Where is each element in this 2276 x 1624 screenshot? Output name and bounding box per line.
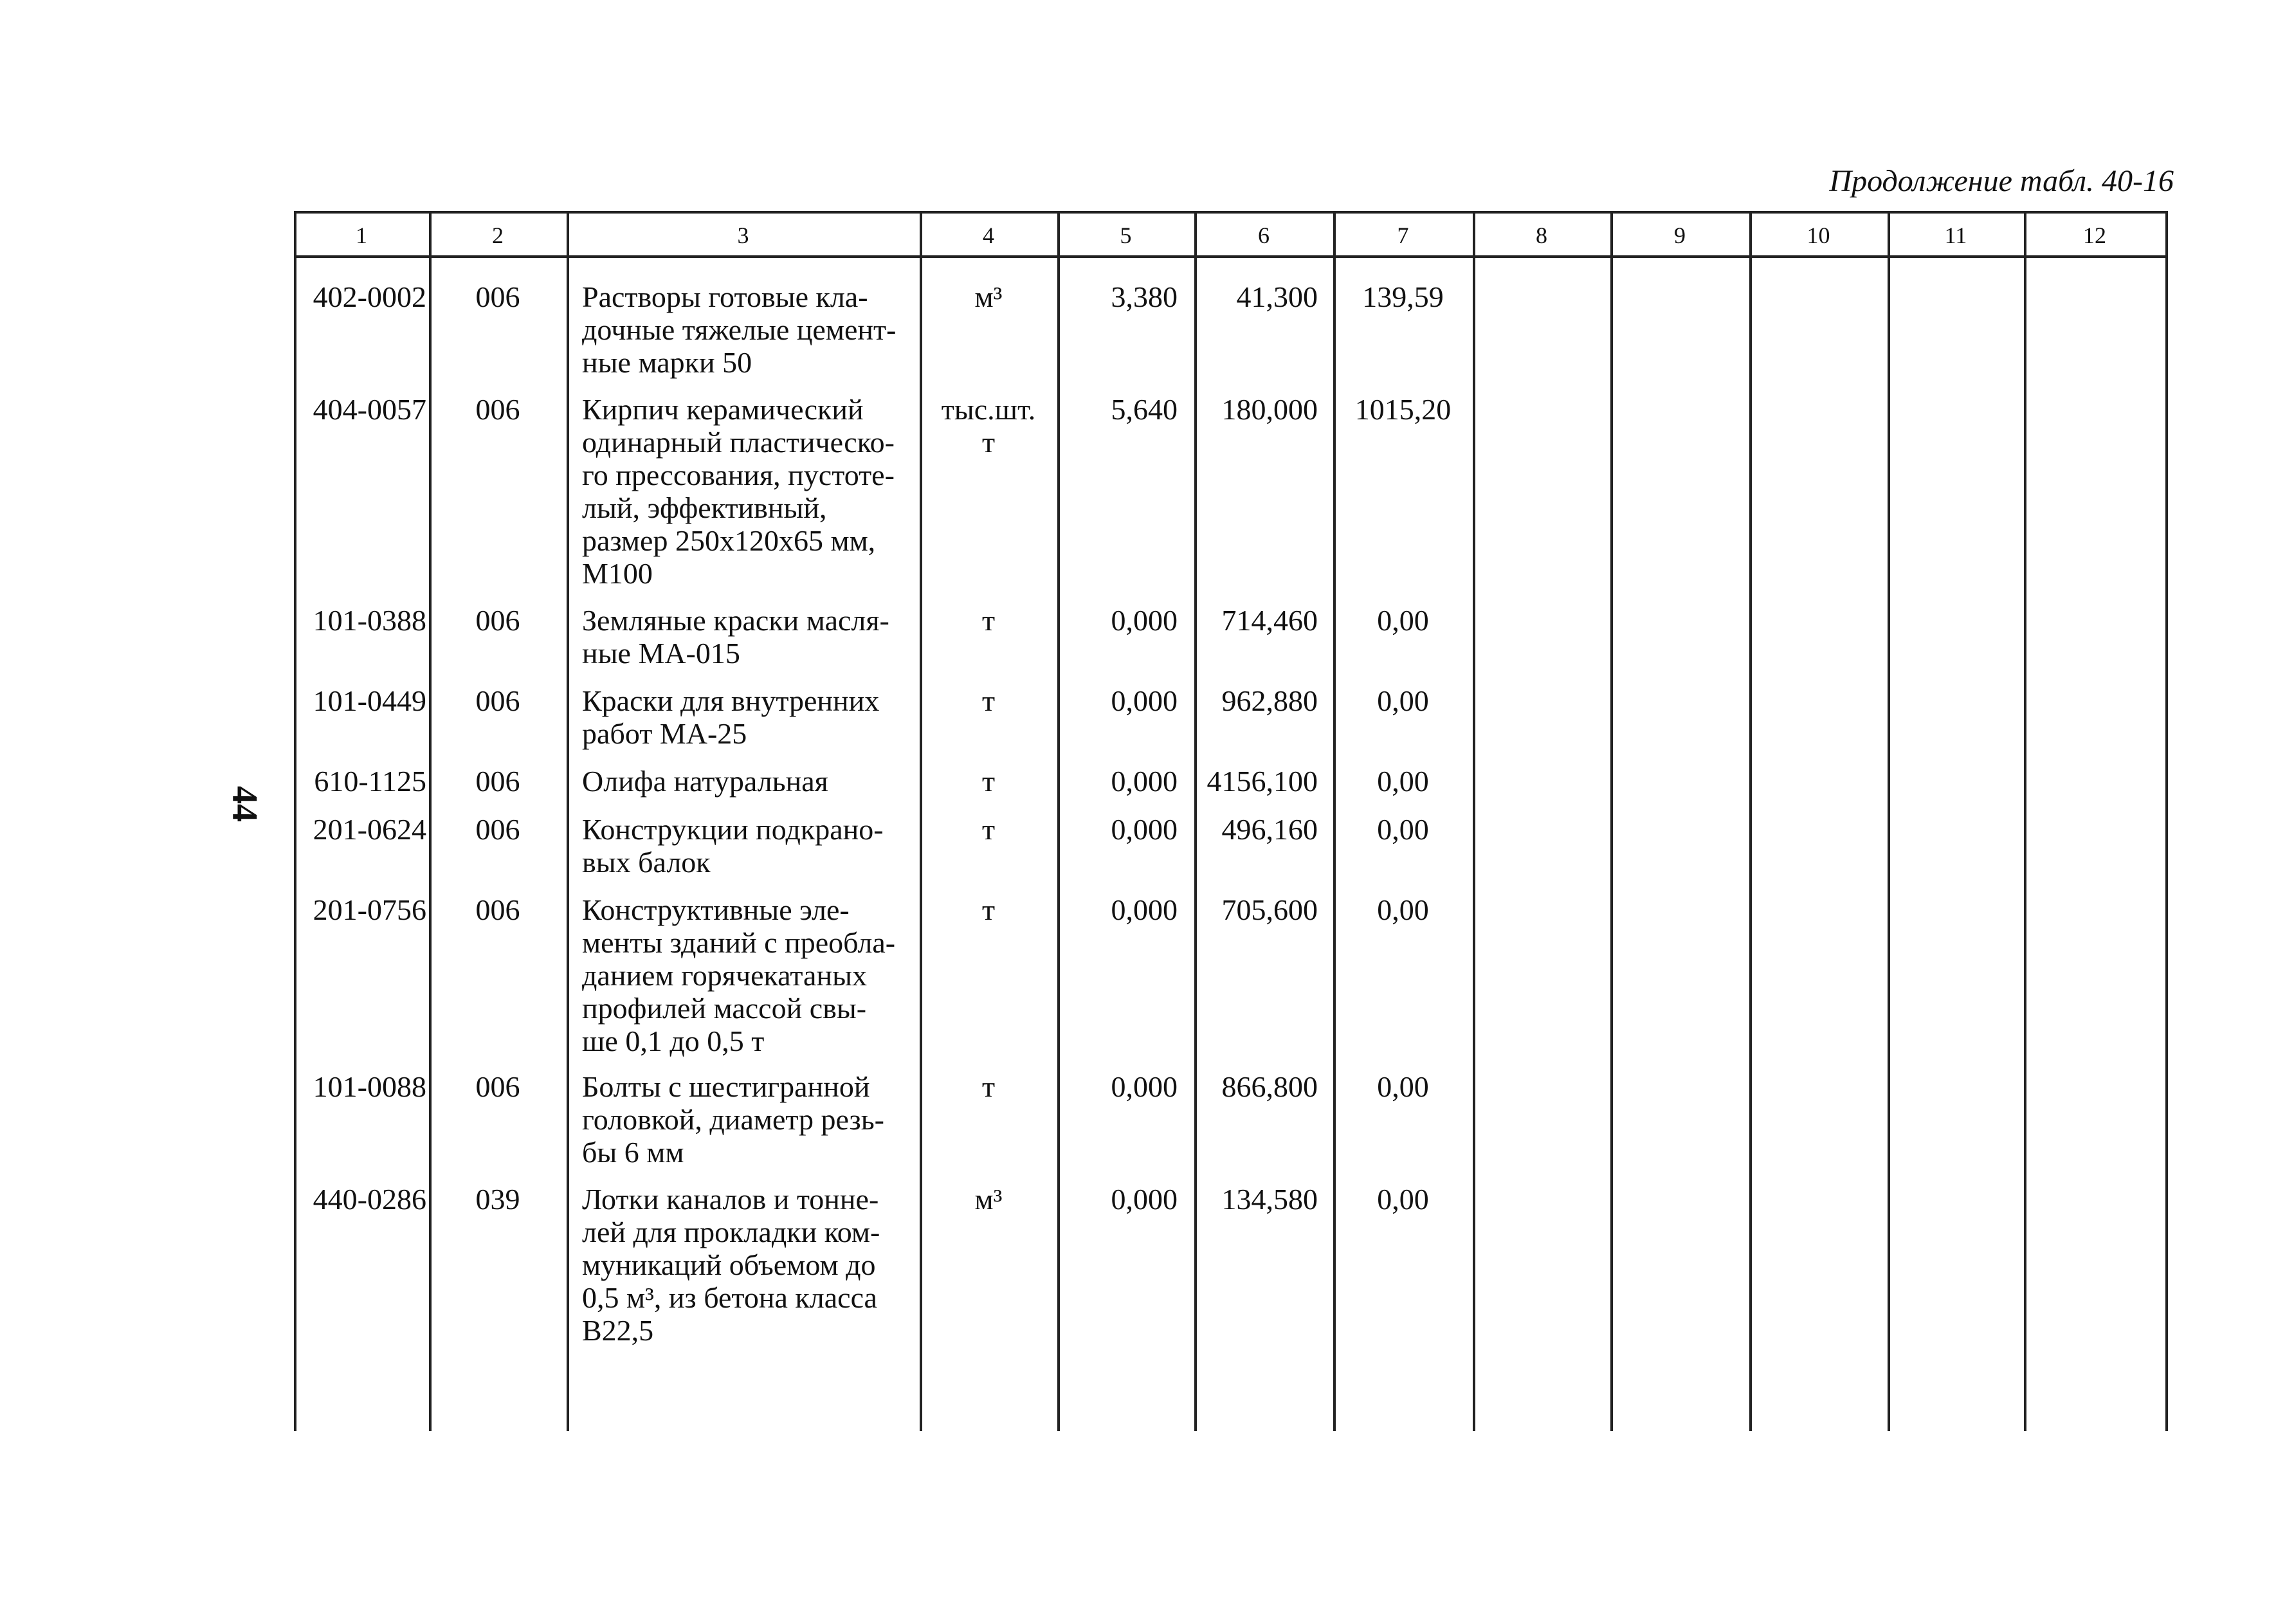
column-header: 6 (1258, 223, 1270, 248)
page-number: 44 (224, 786, 264, 822)
unit-price-value: 705,600 (1221, 893, 1318, 926)
resource-name-line: Кирпич керамический (582, 393, 864, 426)
unit-of-measure: т (981, 893, 996, 926)
column-divider (2165, 211, 2168, 1431)
column-header: 1 (356, 223, 367, 248)
resource-name-line: бы 6 мм (582, 1136, 684, 1169)
group-code: 006 (475, 813, 520, 846)
unit-price-value: 714,460 (1221, 604, 1318, 637)
group-code: 006 (475, 893, 520, 926)
column-header: 11 (1944, 223, 1967, 248)
resource-code: 101-0088 (313, 1070, 426, 1103)
resource-name-line: М100 (582, 557, 653, 590)
resource-name-line: Болты с шестигранной (582, 1070, 870, 1103)
resource-name-line: данием горячекатаных (582, 959, 867, 992)
unit-of-measure: т (981, 604, 996, 637)
column-header: 4 (983, 223, 994, 248)
column-header: 8 (1536, 223, 1547, 248)
resource-name-line: ше 0,1 до 0,5 т (582, 1025, 765, 1057)
table-top-border (294, 211, 2168, 214)
group-code: 006 (475, 280, 520, 313)
resource-name-line: В22,5 (582, 1314, 654, 1347)
resource-name-line: муникаций объемом до (582, 1248, 876, 1281)
unit-price-value: 180,000 (1221, 393, 1318, 426)
unit-price-value: 41,300 (1236, 280, 1318, 313)
resource-name-line: Конструкции подкрано- (582, 813, 884, 846)
unit-of-measure: т (981, 684, 996, 717)
column-header: 12 (2083, 223, 2106, 248)
resource-code: 101-0388 (313, 604, 426, 637)
column-header: 5 (1120, 223, 1132, 248)
quantity-value: 0,000 (1111, 1070, 1178, 1103)
resource-name-line: Краски для внутренних (582, 684, 880, 717)
unit-of-measure: м³ (974, 280, 1003, 313)
total-cost-value: 139,59 (1362, 280, 1444, 313)
total-cost-value: 1015,20 (1354, 393, 1452, 426)
resource-code: 404-0057 (313, 393, 426, 426)
table-continuation-caption: Продолжение табл. 40-16 (1829, 164, 2174, 198)
resource-name-line: Конструктивные эле- (582, 893, 850, 926)
resource-name-line: ные МА-015 (582, 637, 740, 670)
resource-name-line: дочные тяжелые цемент- (582, 313, 897, 346)
total-cost-value: 0,00 (1377, 893, 1429, 926)
quantity-value: 3,380 (1111, 280, 1178, 313)
unit-of-measure: т (981, 426, 996, 459)
resource-code: 440-0286 (313, 1183, 426, 1216)
resource-name-line: Растворы готовые кла- (582, 280, 868, 313)
resource-name-line: лый, эффективный, (582, 491, 827, 524)
unit-price-value: 134,580 (1221, 1183, 1318, 1216)
group-code: 039 (475, 1183, 520, 1216)
column-header: 9 (1674, 223, 1686, 248)
resource-code: 201-0756 (313, 893, 426, 926)
column-divider (1610, 211, 1613, 1431)
group-code: 006 (475, 1070, 520, 1103)
total-cost-value: 0,00 (1377, 604, 1429, 637)
column-divider (1888, 211, 1890, 1431)
quantity-value: 0,000 (1111, 684, 1178, 717)
group-code: 006 (475, 765, 520, 798)
unit-of-measure: тыс.шт. (941, 393, 1036, 426)
column-divider (2024, 211, 2026, 1431)
unit-of-measure: т (981, 813, 996, 846)
column-divider (1473, 211, 1475, 1431)
resource-name-line: 0,5 м³, из бетона класса (582, 1281, 877, 1314)
resource-name-line: вых балок (582, 846, 711, 879)
group-code: 006 (475, 393, 520, 426)
resource-name-line: Лотки каналов и тонне- (582, 1183, 879, 1216)
resource-name-line: лей для прокладки ком- (582, 1216, 880, 1248)
resource-name-line: ные марки 50 (582, 346, 752, 379)
column-header: 3 (737, 223, 749, 248)
resource-name-line: работ МА-25 (582, 717, 747, 750)
total-cost-value: 0,00 (1377, 1070, 1429, 1103)
resource-name-line: головкой, диаметр резь- (582, 1103, 884, 1136)
total-cost-value: 0,00 (1377, 684, 1429, 717)
total-cost-value: 0,00 (1377, 765, 1429, 798)
column-header: 7 (1397, 223, 1409, 248)
unit-price-value: 962,880 (1221, 684, 1318, 717)
resource-code: 402-0002 (313, 280, 426, 313)
quantity-value: 0,000 (1111, 765, 1178, 798)
column-header: 2 (492, 223, 504, 248)
resource-name-line: Олифа натуральная (582, 765, 828, 798)
unit-of-measure: т (981, 1070, 996, 1103)
quantity-value: 0,000 (1111, 1183, 1178, 1216)
quantity-value: 5,640 (1111, 393, 1178, 426)
resource-name-line: одинарный пластическо- (582, 426, 895, 459)
quantity-value: 0,000 (1111, 893, 1178, 926)
resource-name-line: размер 250х120х65 мм, (582, 524, 876, 557)
unit-price-value: 866,800 (1221, 1070, 1318, 1103)
quantity-value: 0,000 (1111, 604, 1178, 637)
header-bottom-border (294, 255, 2168, 258)
total-cost-value: 0,00 (1377, 1183, 1429, 1216)
resource-name-line: менты зданий с преобла- (582, 926, 896, 959)
group-code: 006 (475, 604, 520, 637)
unit-of-measure: м³ (974, 1183, 1003, 1216)
resource-name-line: го прессования, пустоте- (582, 459, 895, 491)
resource-code: 101-0449 (313, 684, 426, 717)
quantity-value: 0,000 (1111, 813, 1178, 846)
unit-price-value: 496,160 (1221, 813, 1318, 846)
resource-code: 201-0624 (313, 813, 426, 846)
column-header: 10 (1807, 223, 1830, 248)
column-divider (1749, 211, 1752, 1431)
resource-name-line: профилей массой свы- (582, 992, 867, 1025)
resource-code: 610-1125 (314, 765, 426, 798)
unit-of-measure: т (981, 765, 996, 798)
total-cost-value: 0,00 (1377, 813, 1429, 846)
column-divider (567, 211, 569, 1431)
group-code: 006 (475, 684, 520, 717)
unit-price-value: 4156,100 (1206, 765, 1318, 798)
resource-name-line: Земляные краски масля- (582, 604, 889, 637)
